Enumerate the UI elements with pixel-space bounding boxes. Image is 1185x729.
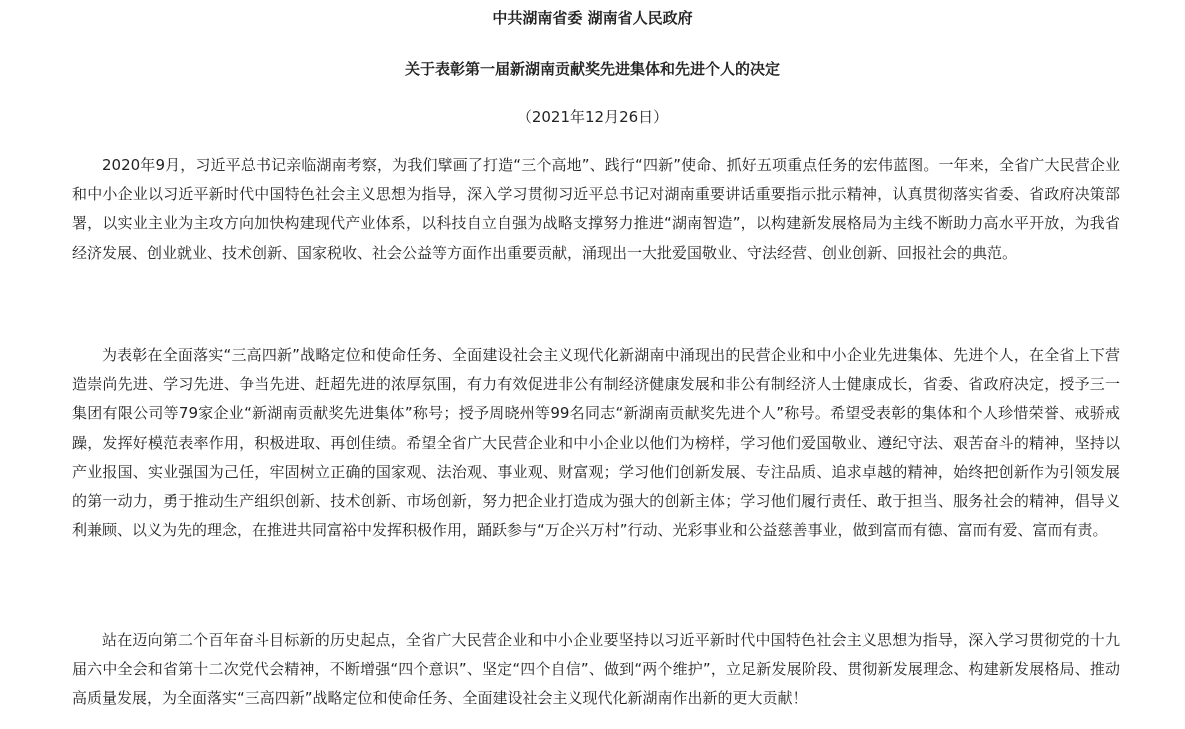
- body-paragraph-2: 为表彰在全面落实“三高四新”战略定位和使命任务、全面建设社会主义现代化新湖南中涌现出的民营企业和中小企业先进集体、先进个人，在全省上下营造崇尚先进、学习先进、争当先进、赶超先进的浓厚氛围，有力有效促进非公有制经济健康发展和非公有制经济人士健康成长，省委、省政府决定，授予三一集团有限公司等79家企业“新湖南贡献奖先进集体”称号；授予周晓州等99名同志“新湖南贡献奖先进个人”称号。希望受表彰的集体和个人珍惜荣誉、戒骄戒躁，发挥好模范表率作用，积极进取、再创佳绩。希望全省广大民营企业和中小企业以他们为榜样，学习他们爱国敬业、遵纪守法、艰苦奋斗的精神，坚持以产业报国、实业强国为己任，牢固树立正确的国家观、法治观、事业观、财富观；学习他们创新发展、专注品质、追求卓越的精神，始终把创新作为引领发展的第一动力，勇于推动生产组织创新、技术创新、市场创新，努力把企业打造成为强大的创新主体；学习他们履行责任、敢于担当、服务社会的精神，倡导义利兼顾、以义为先的理念，在推进共同富裕中发挥积极作用，踊跃参与“万企兴万村”行动、光彩事业和公益慈善事业，做到富而有德、富而有爱、富而有责。: [72, 346, 1120, 540]
- body-paragraph-1: 2020年9月，习近平总书记亲临湖南考察，为我们擘画了打造“三个高地”、践行“四新”使命、抓好五项重点任务的宏伟蓝图。一年来，全省广大民营企业和中小企业以习近平新时代中国特色社会主义思想为指导，深入学习贯彻习近平总书记对湖南重要讲话重要指示批示精神，认真贯彻落实省委、省政府决策部署，以实业主业为主攻方向加快构建现代产业体系，以科技自立自强为战略支撑努力推进“湖南智造”，以构建新发展格局为主线不断助力高水平开放，为我省经济发展、创业就业、技术创新、国家税收、社会公益等方面作出重要贡献，涌现出一大批爱国敬业、守法经营、创业创新、回报社会的典范。: [72, 156, 1120, 262]
- document-date: （2021年12月26日）: [516, 108, 669, 126]
- document-issuer: 中共湖南省委 湖南省人民政府: [492, 9, 693, 27]
- document-title: 关于表彰第一届新湖南贡献奖先进集体和先进个人的决定: [404, 60, 780, 78]
- body-paragraph-3: 站在迈向第二个百年奋斗目标新的历史起点，全省广大民营企业和中小企业要坚持以习近平新时代中国特色社会主义思想为指导，深入学习贯彻党的十九届六中全会和省第十二次党代会精神，不断增强“四个意识”、坚定“四个自信”、做到“两个维护”，立足新发展阶段、贯彻新发展理念、构建新发展格局、推动高质量发展，为全面落实“三高四新”战略定位和使命任务、全面建设社会主义现代化新湖南作出新的更大贡献！: [72, 631, 1120, 708]
